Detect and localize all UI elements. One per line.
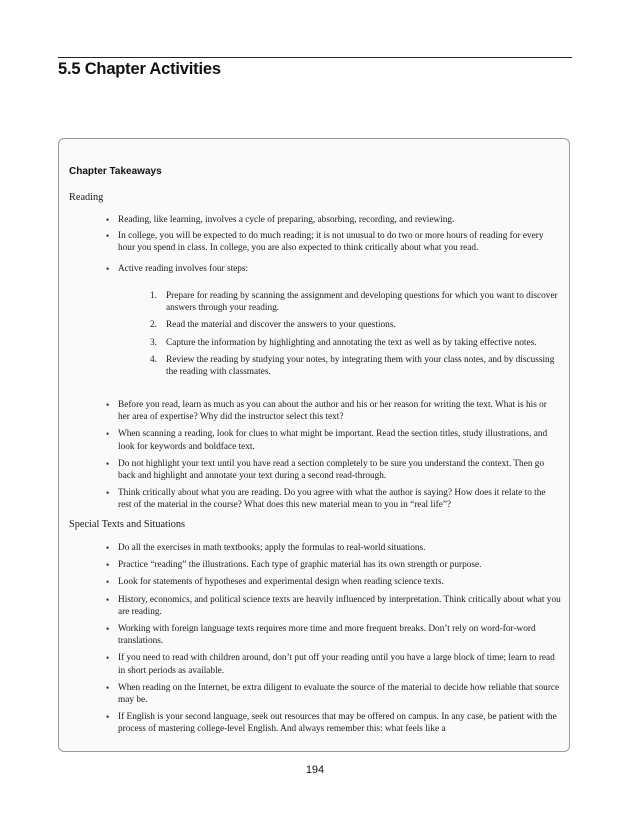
list-item: • Think critically about what you are reading. Do you agree with what the author is saying? How does it relate to the rest of the material in the course? What does this new material mean to you in “real life”? — [106, 487, 561, 511]
special-texts-list — [106, 542, 561, 736]
list-item: • Do not highlight your text until you have read a section completely to be sure you understand the context. Then go back and highlight and annotate your text during a second read-through. — [106, 458, 561, 482]
list-item: • When reading on the Internet, be extra diligent to evaluate the source of the material to decide how reliable that source may be. — [106, 682, 561, 706]
page-title: 5.5 Chapter Activities — [58, 60, 221, 78]
step-item — [150, 319, 560, 331]
reading-section-label: Reading — [69, 192, 104, 203]
list-item: • Active reading involves four steps: — [106, 263, 561, 275]
reading-list-b — [106, 399, 561, 512]
step-number: 4. — [150, 354, 157, 365]
step-number: 1. — [150, 291, 157, 301]
list-item: • History, economics, and political science texts are heavily influenced by interpretation. Think critically about what you are reading. — [106, 594, 561, 618]
list-item: • Working with foreign language texts requires more time and more frequent breaks. Don’t rely on word-for-word translations. — [106, 623, 561, 647]
step-number: 2. — [150, 320, 157, 331]
active-reading-steps — [150, 290, 560, 378]
list-item: • Do all the exercises in math textbooks; apply the formulas to real-world situations. — [106, 542, 561, 554]
list-item: • If you need to read with children around, don’t put off your reading until you have a large block of time; learn to read in short periods as available. — [106, 652, 561, 676]
list-item: • If English is your second language, seek out resources that may be offered on campus. In any case, be patient with the process of mastering college-level English. And always remember this: what feels like a — [106, 711, 561, 735]
top-rule — [58, 57, 572, 58]
list-item: • In college, you will be expected to do much reading; it is not unusual to do two or more hours of reading for every hour you spend in class. In college, you are also expected to think critically about what you read. — [106, 230, 561, 254]
special-section-label: Special Texts and Situations — [69, 519, 186, 530]
list-item: • Look for statements of hypotheses and experimental design when reading science texts. — [106, 576, 561, 588]
list-item: • When scanning a reading, look for clues to what might be important. Read the section titles, study illustrations, and look for keywords and boldface text. — [106, 428, 561, 452]
step-number: 3. — [150, 337, 157, 348]
step-text: Review the reading by studying your notes, by integrating them with your class notes, and by discussing the reading with classmates. — [166, 354, 555, 378]
step-text: Prepare for reading by scanning the assignment and developing questions for which you want to discover answers through your reading. — [166, 291, 558, 314]
step-text: Read the material and discover the answers to your questions. — [166, 320, 396, 331]
reading-list-a — [106, 214, 561, 275]
step-item — [150, 290, 560, 314]
list-item: • Practice “reading” the illustrations. Each type of graphic material has its own strength or purpose. — [106, 559, 561, 571]
step-item — [150, 354, 560, 378]
chapter-takeaways-box — [58, 138, 570, 752]
step-item — [150, 337, 560, 349]
step-text: Capture the information by highlighting and annotating the text as well as by taking effective notes. — [166, 337, 537, 348]
list-item: • Before you read, learn as much as you can about the author and his or her reason for writing the text. What is his or her area of expertise? Why did the instructor select this text? — [106, 399, 561, 423]
page-number: 194 — [305, 764, 325, 776]
box-title: Chapter Takeaways — [69, 166, 162, 177]
list-item: • Reading, like learning, involves a cycle of preparing, absorbing, recording, and reviewing. — [106, 214, 561, 226]
